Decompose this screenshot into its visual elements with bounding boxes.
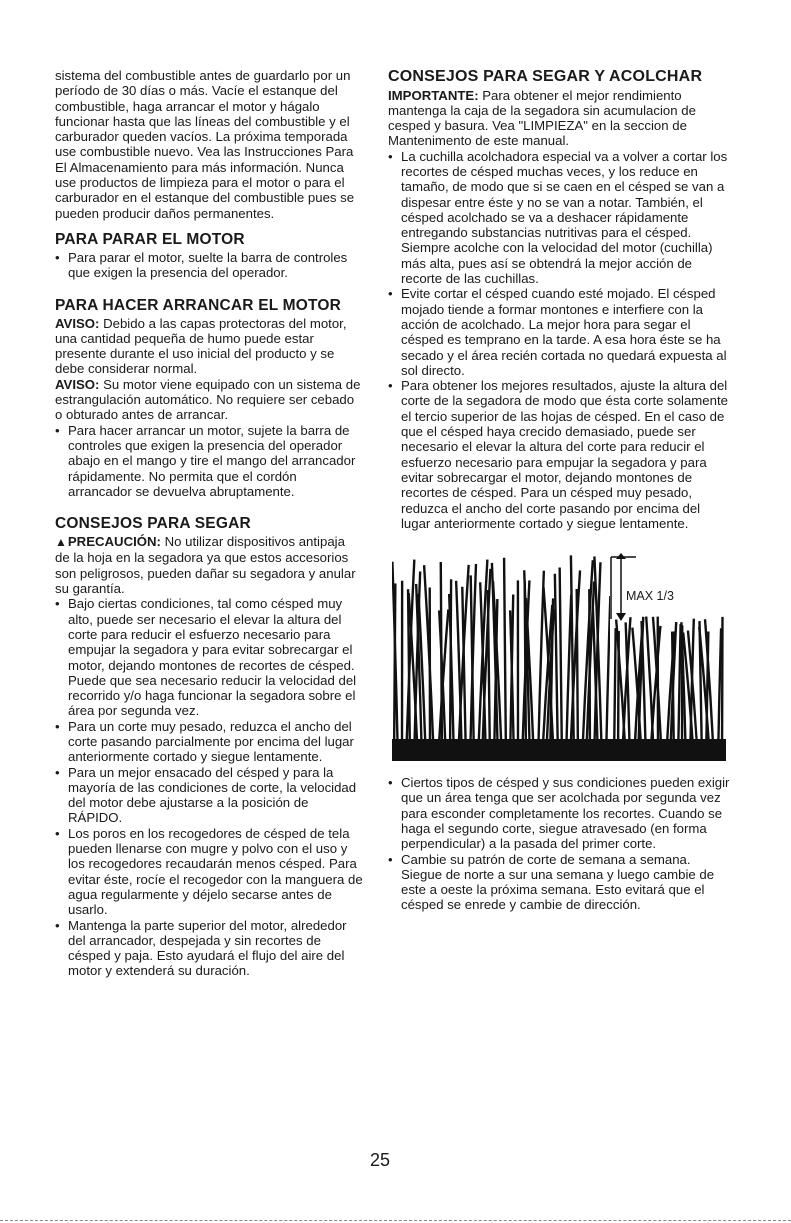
aviso-label: AVISO: — [55, 376, 100, 392]
caution-text: No utilizar dispositivos antipaja de la hoja en la segadora ya que estos accesorios son peligrosos, pueden dañar su segadora y anular su garantía. — [55, 534, 356, 597]
aviso-text: Su motor viene equipado con un sistema de estrangulación automático. No requiere ser cebado o obturado antes de arrancar. — [55, 376, 361, 423]
page-divider — [0, 1220, 791, 1221]
important-label: IMPORTANTE: — [388, 87, 479, 103]
mulching-tips-list — [388, 149, 732, 531]
aviso-label: AVISO: — [55, 315, 100, 331]
important-paragraph — [388, 88, 732, 149]
list-item: • Para parar el motor, suelte la barra de controles que exigen la presencia del operador. — [55, 250, 363, 281]
list-item: • Mantenga la parte superior del motor, alrededor del arrancador, despejada y sin recortes de césped y paja. Esto ayudará el flujo del aire del motor y extenderá su duración. — [55, 918, 363, 979]
mulching-tips-heading: CONSEJOS PARA SEGAR Y ACOLCHAR — [388, 68, 703, 85]
grass-blade — [504, 558, 506, 761]
grass-blade — [577, 589, 578, 761]
stop-engine-heading: PARA PARAR EL MOTOR — [55, 230, 245, 248]
list-item: • Para un corte muy pesado, reduzca el ancho del corte pasando parcialmente por encima del lugar anteriormente cortado y siegue lentamente. — [55, 719, 363, 765]
grass-illustration — [392, 553, 726, 761]
grass-blade — [555, 574, 558, 761]
important-text: Para obtener el mejor rendimiento mantenga la caja de la segadora sin acumulacion de cesped y basura. Vea "LIMPIEZA" en la seccion de Mantenimento de este manual. — [388, 87, 696, 149]
additional-tips-list — [388, 775, 732, 913]
aviso-paragraph-1 — [55, 316, 363, 377]
grass-blade — [488, 590, 490, 761]
caution-label: PRECAUCIÓN: — [67, 534, 161, 550]
warning-triangle-icon: ▲ — [55, 535, 67, 550]
stop-engine-list — [55, 250, 363, 281]
mowing-tips-heading: CONSEJOS PARA SEGAR — [55, 515, 251, 533]
list-item: • Para obtener los mejores resultados, ajuste la altura del corte de la segadora de modo que ésta corte solamente el tercio superior de las hojas de césped. En el caso de que el césped haya crecido demasiado, puede ser necesario el elevar la altura del corte para reducir el esfuerzo necesario para empujar la segadora y para evitar sobrecargar el motor, dejando montones de recortes de césped. Para un césped muy pesado, reduzca el ancho del corte pasando por encima del lugar anteriormente cortado y siegue lentamente. — [388, 378, 732, 531]
list-item: • Para hacer arrancar un motor, sujete la barra de controles que exigen la presencia del operador abajo en el mango y tire el mango del arrancador rápidamente. No permita que el cordón arrancador se devuelva abruptamente. — [55, 423, 363, 499]
page-number: 25 — [370, 1150, 391, 1170]
list-item: • Bajo ciertas condiciones, tal como césped muy alto, puede ser necesario el elevar la altura del corte para reducir el esfuerzo necesario para empujar la segadora y para evitar sobrecargar el motor, dejando montones de recortes de césped. Puede que sea necesario reducir la velocidad del recorrido y/o haga funcionar la segadora sobre el área por segunda vez. — [55, 596, 363, 718]
aviso-text: Debido a las capas protectoras del motor, una cantidad pequeña de humo puede estar presente durante el uso inicial del producto y se debe considerar normal. — [55, 315, 347, 377]
max-one-third-label: MAX 1/3 — [626, 589, 674, 604]
left-column — [55, 68, 363, 979]
start-engine-heading: PARA HACER ARRANCAR EL MOTOR — [55, 296, 342, 314]
aviso-paragraph-2 — [55, 377, 363, 423]
grass-blade — [589, 589, 590, 761]
mowing-tips-list — [55, 596, 363, 978]
storage-paragraph: sistema del combustible antes de guardarlo por un período de 30 días o más. Vacíe el estanque del combustible, haga arrancar el motor y hágalo funcionar hasta que las líneas del combustible y el carburador queden vacíos. La próxima temporada use combustible nuevo. Vea las Instrucciones Para El Almacenamiento para más información. Nunca use productos de limpieza para el motor o para el carburador en el estanque del combustible pues se pueden producir daños permanentes. — [55, 68, 355, 221]
caution-paragraph — [55, 534, 363, 596]
right-column — [388, 68, 732, 913]
list-item: • La cuchilla acolchadora especial va a volver a cortar los recortes de césped muchas veces, y los reduce en tamaño, de modo que si se caen en el césped se van a dispesar entre éste y no se van a notar. También, el césped acolchado se va a deshacer rápidamente entregando substancias nutritivas para el césped. Siempre acolche con la velocidad del motor (cuchilla) más alta, pues así se obtendrá la mejor acción de recorte de las cuchillas. — [388, 149, 732, 287]
list-item: • Para un mejor ensacado del césped y para la mayoría de las condiciones de corte, la velocidad del motor debe ajustarse a la posición de RÁPIDO. — [55, 765, 363, 826]
grass-cut-height-figure — [392, 553, 726, 761]
start-engine-list — [55, 423, 363, 499]
list-item: • Cambie su patrón de corte de semana a semana. Siegue de norte a sur una semana y luego cambie de este a oeste la próxima semana. Esto evitará que el césped se enrede y cambie de dirección. — [388, 852, 732, 913]
grass-blade — [560, 568, 562, 762]
list-item: • Los poros en los recogedores de césped de tela pueden llenarse con mugre y polvo con el uso y los recogedores recaudarán menos césped. Para evitar éste, rocíe el recogedor con la manguera de agua regularmente y déjelo secarse antes de usarlo. — [55, 826, 363, 918]
list-item: • Ciertos tipos de césped y sus condiciones pueden exigir que un área tenga que ser acolchada por segunda vez para esconder completamente los recortes. Cuando se haga el segundo corte, siegue atravesado (en forma perpendicular) a la pasada del primer corte. — [388, 775, 732, 851]
grass-blade — [606, 596, 610, 761]
list-item: • Evite cortar el césped cuando esté mojado. El césped mojado tiende a formar montones e interfiere con la acción de acolchado. La mejor hora para segar el césped es temprano en la tarde. A esa hora éste se ha secado y el área recién cortada no quedará expuesta al sol directo. — [388, 286, 732, 378]
